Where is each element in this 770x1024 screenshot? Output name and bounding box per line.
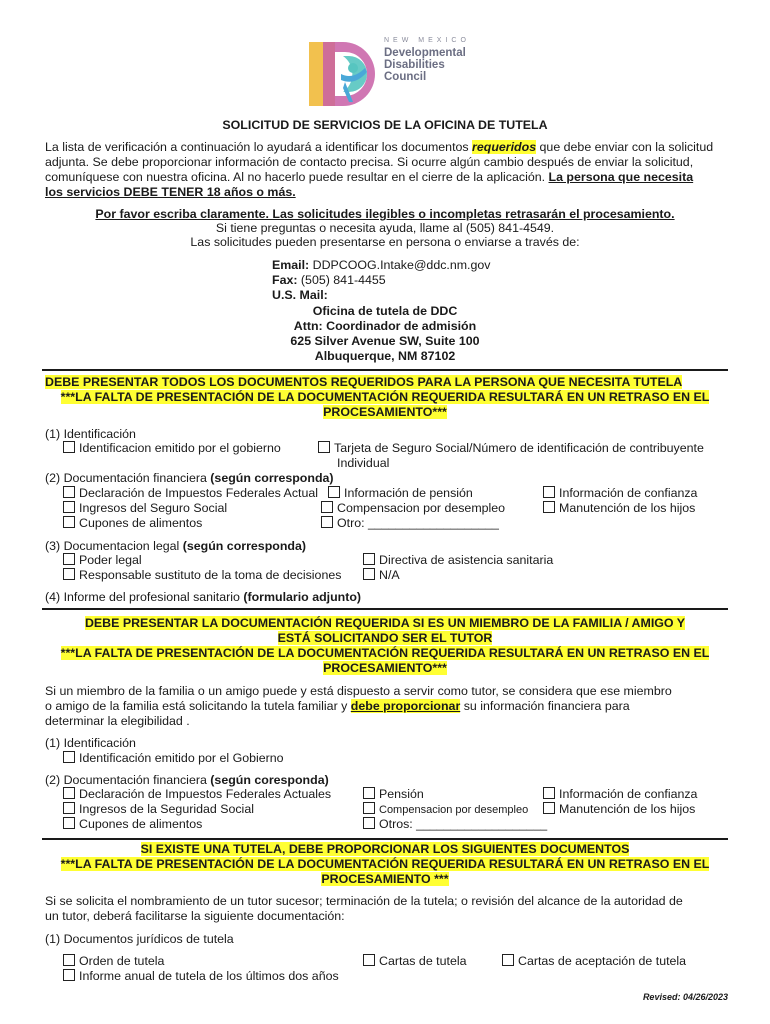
section-qualifier: (según coresponda) — [210, 773, 329, 787]
s2-checkbox-ss-income[interactable] — [63, 802, 254, 817]
page-title: SOLICITUD DE SERVICIOS DE LA OFICINA DE TUTELA — [222, 118, 548, 132]
s3-heading-2 — [0, 857, 770, 872]
checkbox-label: Identificación emitido por el Gobierno — [79, 751, 284, 765]
checkbox-label: Compensacion por desempleo — [379, 804, 529, 816]
checkbox-icon[interactable] — [63, 568, 75, 580]
section-divider — [42, 838, 728, 840]
checkbox-icon[interactable] — [363, 787, 375, 799]
s3-heading-text: SI EXISTE UNA TUTELA, DEBE PROPORCIONAR LOS SIGUIENTES DOCUMENTOS — [140, 842, 630, 856]
checkbox-label: Tarjeta de Seguro Social/Número de identificación de contribuyente — [334, 441, 704, 455]
s1-checkbox-healthcare-directive[interactable] — [363, 553, 553, 568]
logo-line-1: Developmental — [384, 47, 466, 59]
ddc-logo-mark — [305, 38, 379, 110]
intro-line-2: adjunta. Se debe proporcionar información de contacto precisa. Si ocurre algún cambio después de enviar la solicitud, — [45, 155, 694, 169]
s2-paragraph-1: Si un miembro de la familia o un amigo puede y está dispuesto a servir como tutor, se considera que ese miembro — [45, 684, 672, 698]
paragraph-text: o amigo de la familia está solicitando la tutela familiar y — [45, 699, 351, 713]
checkbox-icon[interactable] — [502, 954, 514, 966]
checkbox-label: Manutención de los hijos — [559, 802, 696, 816]
section-divider — [42, 608, 728, 610]
address-line-3: 625 Silver Avenue SW, Suite 100 — [290, 334, 480, 348]
s2-checkbox-child-support[interactable] — [543, 802, 695, 817]
section-label: (2) Documentación financiera — [45, 471, 211, 485]
checkbox-label: Información de confianza — [559, 486, 698, 500]
s2-checkbox-food-stamps[interactable] — [63, 817, 202, 832]
checkbox-label: Información de pensión — [344, 486, 473, 500]
checkbox-icon[interactable] — [543, 486, 555, 498]
s1-checkbox-na[interactable] — [363, 568, 400, 583]
checkbox-icon[interactable] — [363, 817, 375, 829]
requeridos-highlight: requeridos — [472, 140, 537, 154]
section-divider — [42, 369, 728, 371]
contact-email — [272, 258, 490, 273]
checkbox-label: Otros: ___________________ — [379, 817, 548, 831]
intro-line-1 — [45, 140, 713, 155]
s1-heading-1 — [45, 375, 682, 390]
checkbox-icon[interactable] — [363, 802, 375, 814]
checkbox-icon[interactable] — [63, 441, 75, 453]
s3-checkbox-annual-report[interactable] — [63, 969, 339, 984]
checkbox-label: Cartas de tutela — [379, 954, 467, 968]
s1-heading-3 — [0, 405, 770, 420]
checkbox-icon[interactable] — [543, 787, 555, 799]
checkbox-icon[interactable] — [63, 486, 75, 498]
s3-heading-1 — [0, 842, 770, 857]
s2-heading-1 — [0, 616, 770, 631]
logo-line-2: Disabilities — [384, 59, 445, 71]
checkbox-icon[interactable] — [63, 954, 75, 966]
checkbox-label: Pensión — [379, 787, 424, 801]
contact-mail-label: U.S. Mail: — [272, 288, 328, 302]
paragraph-text: su información financiera para — [460, 699, 630, 713]
section-label: (4) Informe del profesional sanitario — [45, 590, 244, 604]
s3-checkbox-acceptance-letters[interactable] — [502, 954, 686, 969]
s2-checkbox-unemployment[interactable] — [363, 802, 528, 818]
s3-checkbox-letters[interactable] — [363, 954, 466, 969]
checkbox-label: Información de confianza — [559, 787, 698, 801]
s1-fin-title — [45, 471, 334, 486]
s2-heading-4 — [0, 661, 770, 676]
intro-line-3 — [45, 170, 693, 185]
s3-heading-text: ***LA FALTA DE PRESENTACIÓN DE LA DOCUMENTACIÓN REQUERIDA RESULTARÁ EN UN RETRASO EN EL — [60, 857, 710, 871]
s1-checkbox-power-of-attorney[interactable] — [63, 553, 142, 568]
s1-checkbox-surrogate[interactable] — [63, 568, 341, 583]
notice-phone: Si tiene preguntas o necesita ayuda, llame al (505) 841-4549. — [215, 221, 555, 235]
s3-paragraph-2: un tutor, deberá facilitarse la siguiente documentación: — [45, 909, 345, 923]
revised-date: Revised: 04/26/2023 — [642, 992, 728, 1002]
checkbox-label: Compensacion por desempleo — [337, 501, 506, 515]
fax-label: Fax: — [272, 273, 298, 287]
notice-submit: Las solicitudes pueden presentarse en persona o enviarse a través de: — [190, 235, 580, 249]
checkbox-label: Declaración de Impuestos Federales Actual — [79, 486, 318, 500]
s1-checkbox-ss-income[interactable] — [63, 501, 227, 516]
checkbox-icon[interactable] — [63, 516, 75, 528]
s3-paragraph-1: Si se solicita el nombramiento de un tutor sucesor; terminación de la tutela; o revisión del alcance de la autoridad de — [45, 894, 683, 908]
s2-checkbox-other[interactable] — [363, 817, 547, 832]
checkbox-icon[interactable] — [63, 751, 75, 763]
section-label: (2) Documentación financiera — [45, 773, 211, 787]
section-qualifier: (formulario adjunto) — [243, 590, 362, 604]
s2-paragraph-2 — [45, 699, 630, 714]
s3-heading-text: PROCESAMIENTO *** — [321, 872, 449, 886]
s2-heading-text: DEBE PRESENTAR LA DOCUMENTACIÓN REQUERIDA SI ES UN MIEMBRO DE LA FAMILIA / AMIGO Y — [84, 616, 686, 630]
s1-checkbox-other[interactable] — [321, 516, 499, 531]
checkbox-label: Cupones de alimentos — [79, 817, 203, 831]
intro-text: La lista de verificación a continuación lo ayudará a identificar los documentos — [45, 140, 473, 154]
s1-checkbox-child-support[interactable] — [543, 501, 695, 516]
s1-checkbox-pension[interactable] — [328, 486, 473, 501]
s2-checkbox-gov-id[interactable] — [63, 751, 284, 766]
s1-id-title: (1) Identificación — [45, 427, 136, 441]
checkbox-icon[interactable] — [63, 501, 75, 513]
s1-ssn-label-cont: Individual — [337, 456, 390, 470]
s1-heading-text: DEBE PRESENTAR TODOS LOS DOCUMENTOS REQUERIDOS PARA LA PERSONA QUE NECESITA TUTELA — [45, 375, 683, 389]
s2-heading-text: ESTÁ SOLICITANDO SER EL TUTOR — [277, 631, 493, 645]
address-line-1: Oficina de tutela de DDC — [312, 304, 458, 318]
contact-fax — [272, 273, 386, 288]
s1-checkbox-unemployment[interactable] — [321, 501, 505, 516]
checkbox-label: Declaración de Impuestos Federales Actuales — [79, 787, 332, 801]
checkbox-label: Poder legal — [79, 553, 142, 567]
s2-checkbox-tax[interactable] — [63, 787, 331, 802]
s1-legal-title — [45, 539, 306, 554]
intro-text: que debe enviar con la solicitud — [536, 140, 714, 154]
checkbox-label: Orden de tutela — [79, 954, 165, 968]
s2-checkbox-trust[interactable] — [543, 787, 697, 802]
debe-proporcionar-highlight: debe proporcionar — [350, 699, 461, 713]
s1-heading-2 — [0, 390, 770, 405]
checkbox-label: Informe anual de tutela de los últimos dos años — [79, 969, 339, 983]
checkbox-label: Ingresos del Seguro Social — [79, 501, 228, 515]
checkbox-icon[interactable] — [543, 501, 555, 513]
checkbox-icon[interactable] — [363, 568, 375, 580]
checkbox-icon[interactable] — [328, 486, 340, 498]
s2-heading-text: PROCESAMIENTO*** — [323, 661, 447, 675]
logo-state-text: NEW MEXICO — [384, 37, 470, 44]
s1-heading-text: PROCESAMIENTO*** — [323, 405, 447, 419]
s1-checkbox-ssn[interactable] — [318, 441, 704, 456]
section-qualifier: (según corresponda) — [182, 539, 306, 553]
checkbox-label: Manutención de los hijos — [559, 501, 696, 515]
checkbox-icon[interactable] — [63, 787, 75, 799]
checkbox-label: Directiva de asistencia sanitaria — [379, 553, 554, 567]
s1-heading-text: ***LA FALTA DE PRESENTACIÓN DE LA DOCUMENTACIÓN REQUERIDA RESULTARÁ EN UN RETRASO EN EL — [60, 390, 710, 404]
checkbox-label: Responsable sustituto de la toma de decisiones — [79, 568, 342, 582]
address-line-2: Attn: Coordinador de admisión — [293, 319, 477, 333]
s2-heading-3 — [0, 646, 770, 661]
checkbox-label: Cartas de aceptación de tutela — [518, 954, 687, 968]
intro-text: comuníquese con nuestra oficina. Al no hacerlo puede resultar en el cierre de la aplicación. — [45, 170, 549, 184]
checkbox-icon[interactable] — [318, 441, 330, 453]
checkbox-label: Ingresos de la Seguridad Social — [79, 802, 254, 816]
s2-heading-text: ***LA FALTA DE PRESENTACIÓN DE LA DOCUMENTACIÓN REQUERIDA RESULTARÁ EN UN RETRASO EN EL — [60, 646, 710, 660]
s2-fin-title — [45, 773, 329, 788]
s1-checkbox-trust[interactable] — [543, 486, 697, 501]
fax-value: (505) 841-4455 — [297, 273, 386, 287]
checkbox-icon[interactable] — [63, 802, 75, 814]
checkbox-label: Identificacion emitido por el gobierno — [79, 441, 281, 455]
s1-checkbox-gov-id[interactable] — [63, 441, 281, 456]
email-label: Email: — [272, 258, 310, 272]
checkbox-icon[interactable] — [363, 954, 375, 966]
checkbox-label: Cupones de alimentos — [79, 516, 203, 530]
checkbox-label: Otro: ___________________ — [337, 516, 499, 530]
s3-heading-3 — [0, 872, 770, 887]
s3-docs-title: (1) Documentos jurídicos de tutela — [45, 932, 234, 946]
s2-id-title: (1) Identificación — [45, 736, 136, 750]
s1-health-title — [45, 590, 361, 605]
s2-checkbox-pension[interactable] — [363, 787, 424, 802]
checkbox-label: N/A — [379, 568, 400, 582]
intro-line-4: los servicios DEBE TENER 18 años o más. — [45, 185, 296, 199]
section-label: (3) Documentacion legal — [45, 539, 183, 553]
s1-checkbox-food-stamps[interactable] — [63, 516, 202, 531]
address-line-4: Albuquerque, NM 87102 — [314, 349, 456, 363]
email-value: DDPCOOG.Intake@ddc.nm.gov — [309, 258, 491, 272]
age-requirement: La persona que necesita — [548, 170, 694, 184]
checkbox-icon[interactable] — [63, 817, 75, 829]
checkbox-icon[interactable] — [363, 553, 375, 565]
checkbox-icon[interactable] — [321, 501, 333, 513]
s2-paragraph-3: determinar la elegibilidad . — [45, 714, 190, 728]
section-qualifier: (según corresponda) — [210, 471, 334, 485]
checkbox-icon[interactable] — [321, 516, 333, 528]
notice-clarity: Por favor escriba claramente. Las solicitudes ilegibles o incompletas retrasarán el procesamiento. — [95, 207, 675, 221]
logo-line-3: Council — [384, 71, 427, 83]
checkbox-icon[interactable] — [543, 802, 555, 814]
s2-heading-2 — [0, 631, 770, 646]
s3-checkbox-guardianship-order[interactable] — [63, 954, 164, 969]
checkbox-icon[interactable] — [63, 969, 75, 981]
checkbox-icon[interactable] — [63, 553, 75, 565]
s1-checkbox-tax[interactable] — [63, 486, 318, 501]
